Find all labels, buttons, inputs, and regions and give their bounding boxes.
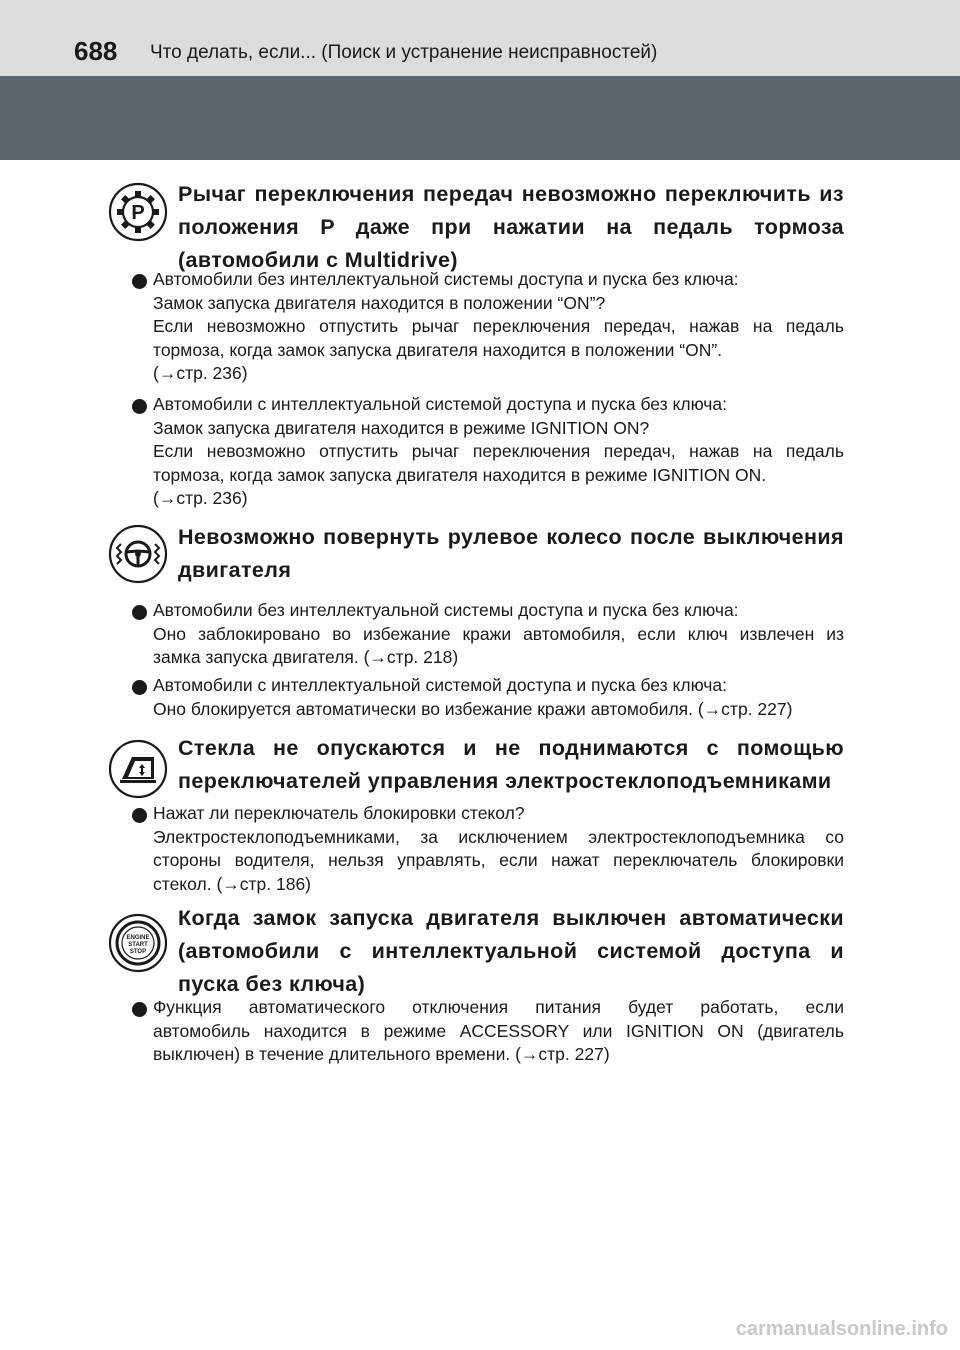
watermark: carmanualsonline.info xyxy=(735,1318,948,1340)
item-line: тормоза, когда замок запуска двигателя находится в режиме IGNITION ON. xyxy=(153,464,767,485)
icon-label: START xyxy=(128,942,148,948)
item-line: Оно блокируется автоматически во избежание кражи автомобиля. (→стр. 227) xyxy=(153,698,793,719)
section-title: Рычаг переключения передач невозможно переключить из положения P даже при нажатии на педаль тормоза (автомобили с Multidrive) xyxy=(178,182,844,272)
section-title: Невозможно повернуть рулевое колесо после выключения двигателя xyxy=(178,525,844,582)
item-line: Автомобили с интеллектуальной системой доступа и пуска без ключа: xyxy=(153,394,728,414)
item-line: Замок запуска двигателя находится в режиме IGNITION ON? xyxy=(153,417,650,438)
item-line: Автомобили без интеллектуальной системы доступа и пуска без ключа: xyxy=(153,600,739,620)
item-line: замка запуска двигателя. (→стр. 218) xyxy=(153,647,459,667)
p-gear-icon xyxy=(108,182,168,242)
item-line: Электростеклоподъемниками, за исключением электростеклоподъемника со xyxy=(153,826,844,847)
item-line: тормоза, когда замок запуска двигателя находится в положении “ON”. xyxy=(153,339,723,360)
icon-label: STOP xyxy=(129,949,147,955)
item-line: Нажат ли переключатель блокировки стекол? xyxy=(153,803,525,823)
icon-label: ENGINE xyxy=(126,935,150,941)
page-number: 688 xyxy=(74,36,118,66)
item-line: Оно заблокировано во избежание кражи автомобиля, если ключ извлечен из xyxy=(153,623,844,644)
steering-lock-icon xyxy=(108,524,168,584)
svg-text:P: P xyxy=(131,202,145,224)
item-line: Автомобили с интеллектуальной системой доступа и пуска без ключа: xyxy=(153,675,728,695)
item-line: Если невозможно отпустить рычаг переключения передач, нажав на педаль xyxy=(153,441,844,461)
engine-start-stop-icon xyxy=(108,913,168,973)
bullet-icon xyxy=(132,274,147,289)
item-line: стороны водителя, нельзя управлять, если нажат переключатель блокировки xyxy=(153,850,844,870)
item-line: Автомобили без интеллектуальной системы доступа и пуска без ключа: xyxy=(153,269,739,289)
item-line: Если невозможно отпустить рычаг переключения передач, нажав на педаль xyxy=(153,316,844,336)
item-line: (→стр. 236) xyxy=(153,363,248,383)
bullet-icon xyxy=(132,680,147,695)
item-line: выключен) в течение длительного времени. (→стр. 227) xyxy=(153,1044,610,1064)
item-line: автомобиль находится в режиме ACCESSORY или IGNITION ON (двигатель xyxy=(153,1020,844,1041)
item-line: Функция автоматического отключения питания будет работать, если xyxy=(153,997,844,1017)
chapter-title: Что делать, если... (Поиск и устранение неисправностей) xyxy=(150,42,658,63)
section-title: Стекла не опускаются и не поднимаются с помощью переключателей управления электростеклоподъемниками xyxy=(178,736,844,793)
power-window-icon xyxy=(108,739,168,799)
item-line: Замок запуска двигателя находится в положении “ON”? xyxy=(153,292,606,313)
bullet-icon xyxy=(132,808,147,823)
section-title: Когда замок запуска двигателя выключен автоматически (автомобили с интеллектуальной системой доступа и пуска без ключа) xyxy=(178,906,844,996)
bullet-icon xyxy=(132,1002,147,1017)
bullet-icon xyxy=(132,399,147,414)
item-line: стекол. (→стр. 186) xyxy=(153,873,312,894)
bullet-icon xyxy=(132,605,147,620)
header-band xyxy=(0,76,960,160)
header-bar xyxy=(0,0,960,76)
item-line: (→стр. 236) xyxy=(153,488,248,508)
